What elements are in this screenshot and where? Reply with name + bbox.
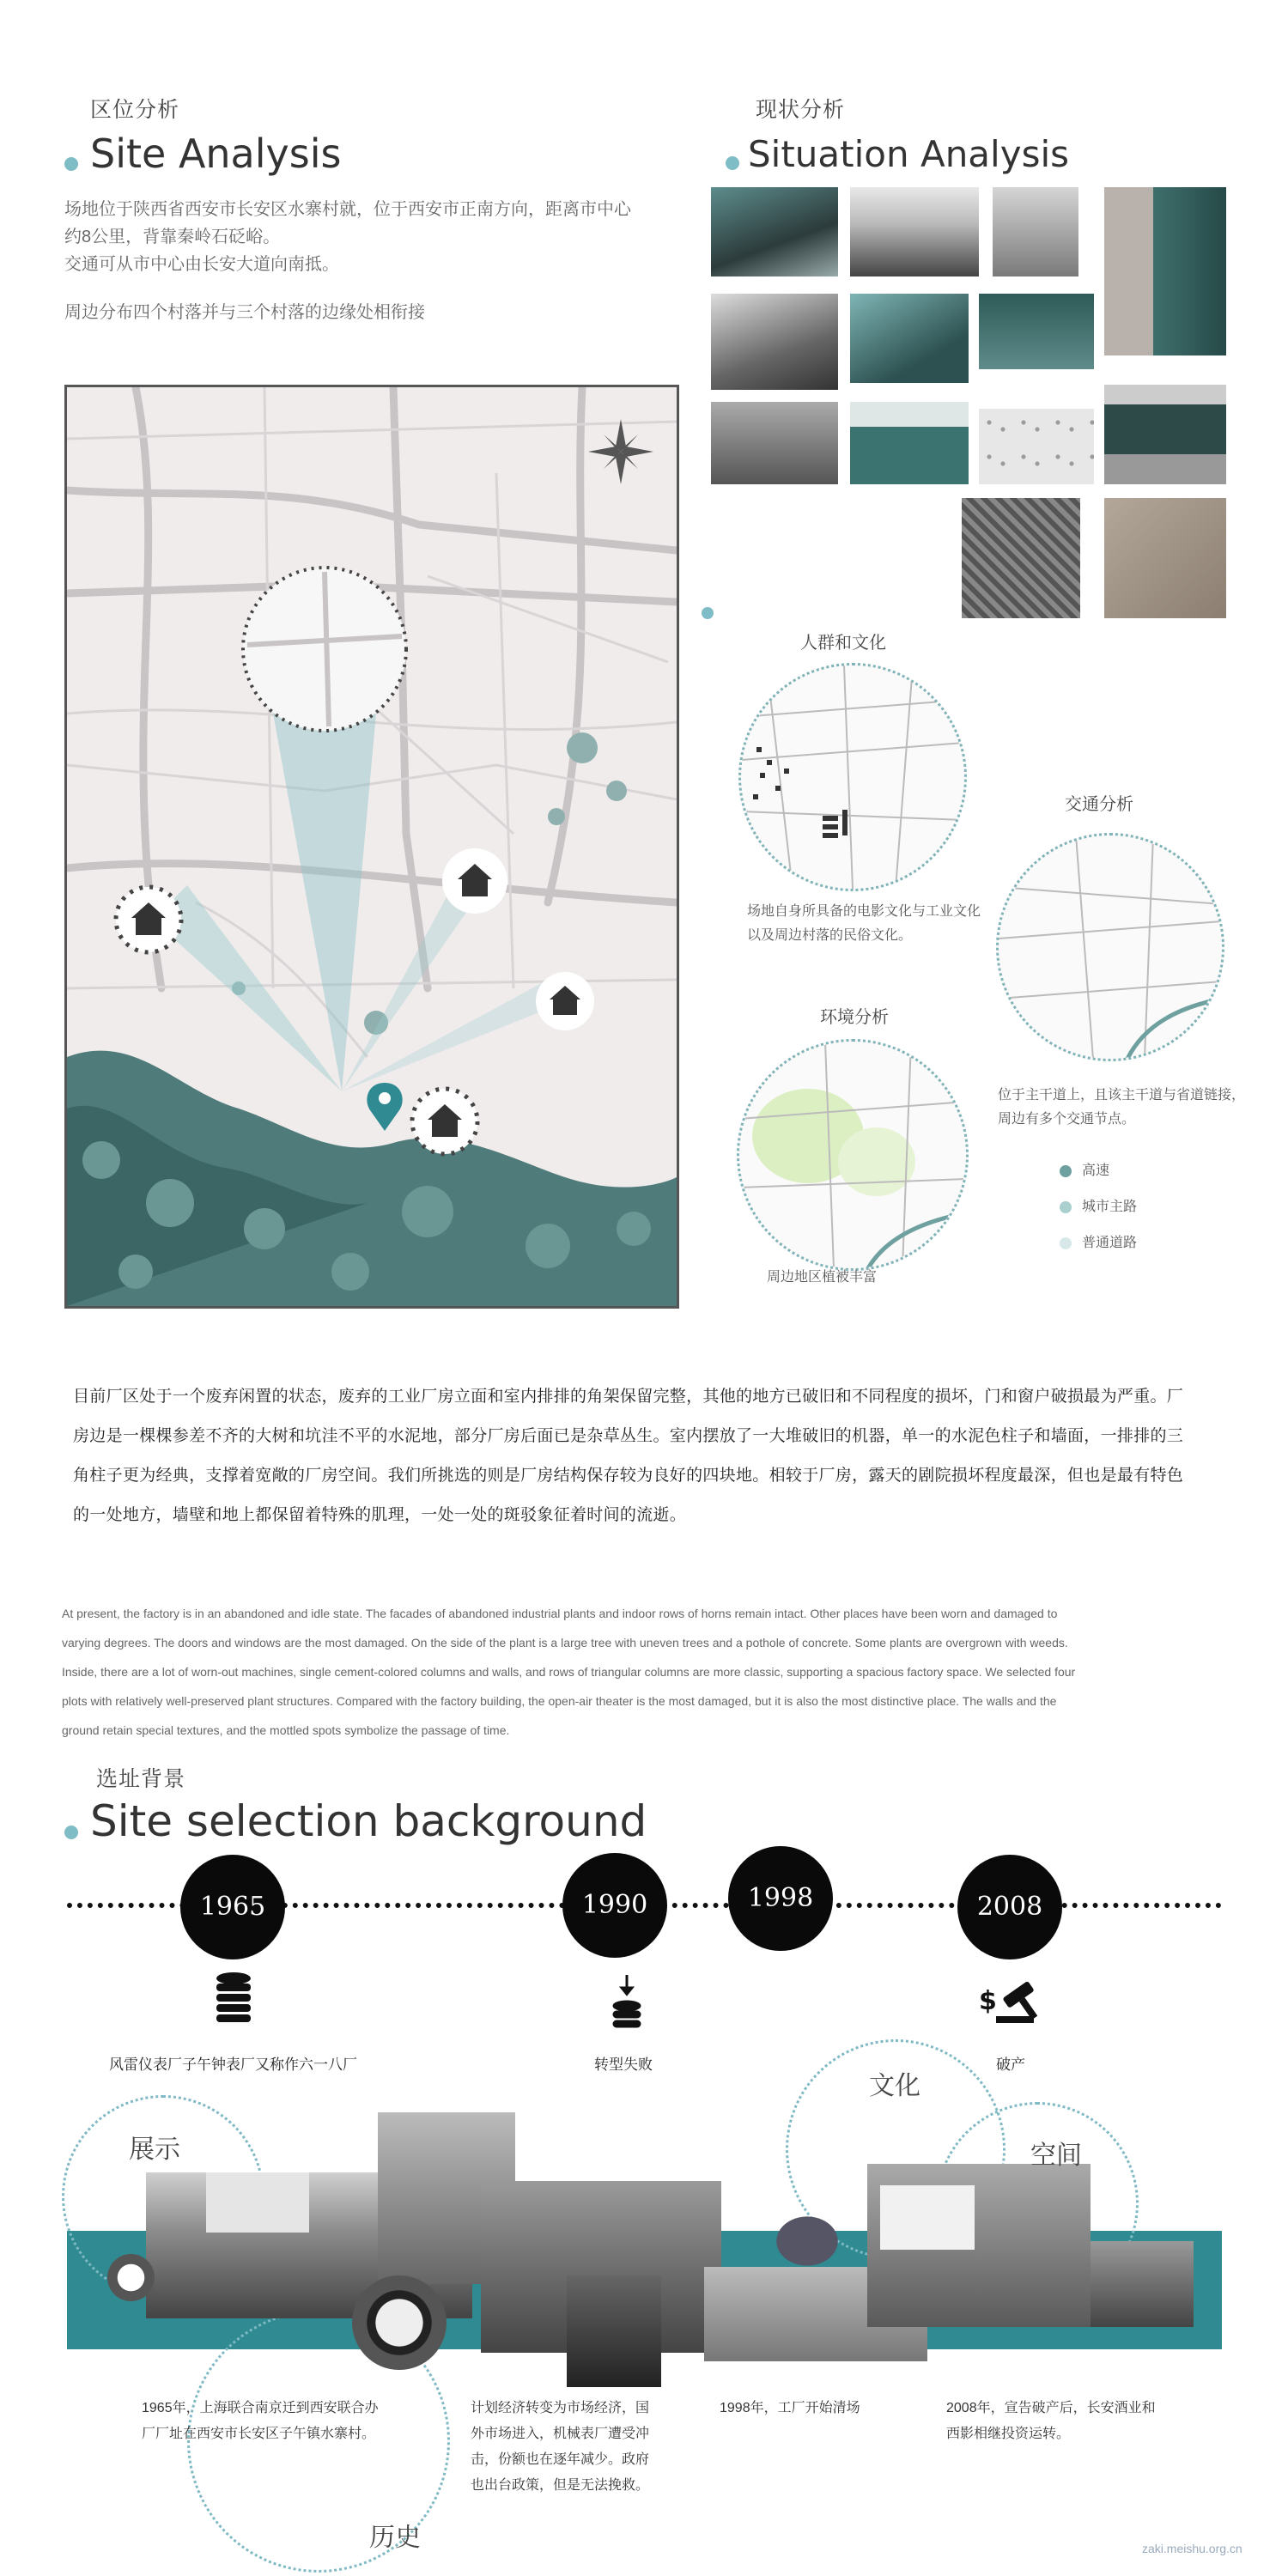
bottom-caption-1990 xyxy=(471,2396,649,2499)
legend-item-normal-road xyxy=(1060,1231,1137,1255)
label-space: 空间 xyxy=(1030,2142,1082,2170)
collage-factory-roof xyxy=(206,2172,309,2233)
photo-bare-tree xyxy=(850,187,979,276)
situation-en-title: Situation Analysis xyxy=(748,133,1070,175)
body-cn-line: 房边是一棵棵参差不齐的大树和坑洼不平的水泥地，部分厂房后面已是杂草丛生。室内摆放了一大堆破旧的机器，单一的水泥色柱子和墙面，一排排的三 xyxy=(73,1427,1184,1445)
caption-line: 外市场进入，机械表厂遭受冲 xyxy=(471,2427,650,2441)
situation-title xyxy=(726,133,1069,175)
legend-label: 城市主路 xyxy=(1082,1200,1138,1214)
collage-screen xyxy=(880,2185,975,2250)
caption-line: 以及周边村落的民俗文化。 xyxy=(747,928,913,943)
svg-text:$: $ xyxy=(979,1986,997,2016)
traffic-caption xyxy=(998,1084,1245,1132)
people-culture-title: 人群和文化 xyxy=(800,634,886,653)
bullet-dot-icon xyxy=(64,1826,78,1839)
selection-cn-title: 选址背景 xyxy=(96,1767,186,1791)
collage-trees xyxy=(764,2207,850,2275)
coin-down-icon xyxy=(610,1975,644,2030)
body-en-line: plots with relatively well-preserved plant structures. Compared with the factory building, the open-air theater is the most damaged, but it is also the most distinctive place. The walls and the xyxy=(62,1694,1057,1708)
body-cn-line: 的一处地方，墙壁和地上都保留着特殊的肌理，一处一处的斑驳象征着时间的流逝。 xyxy=(73,1506,687,1524)
label-culture: 文化 xyxy=(869,2072,920,2100)
body-en-line: At present, the factory is in an abandoned and idle state. The facades of abandoned industrial plants and indoor rows of horns remain intact. Other places have been worn and damaged to xyxy=(62,1607,1058,1620)
road-legend xyxy=(1060,1159,1137,1255)
caption-line: 1965年，上海联合南京迁到西安联合办 xyxy=(142,2401,379,2415)
year-1990: 1990 xyxy=(562,1853,667,1958)
photo-ground-texture xyxy=(1104,498,1226,618)
legend-item-city-road xyxy=(1060,1195,1137,1219)
label-history: 历史 xyxy=(369,2524,421,2552)
site-description xyxy=(64,196,683,326)
caption-2008: 破产 xyxy=(996,2057,1025,2073)
caption-line: 击，份额也在逐年减少。政府 xyxy=(471,2452,650,2467)
site-title xyxy=(64,131,341,177)
caption-line: 厂厂址在西安市长安区子午镇水寨村。 xyxy=(142,2427,376,2441)
environment-title: 环境分析 xyxy=(820,1008,889,1027)
traffic-title: 交通分析 xyxy=(1065,795,1133,814)
collage-projector xyxy=(567,2275,661,2387)
environment-map xyxy=(737,1039,969,1271)
photo-window-grid xyxy=(1104,385,1226,484)
year-1998: 1998 xyxy=(728,1846,833,1951)
photo-building xyxy=(711,294,838,390)
legend-label: 普通道路 xyxy=(1082,1236,1138,1250)
site-desc-line: 场地位于陕西省西安市长安区水寨村就，位于西安市正南方向，距离市中心 xyxy=(64,200,631,219)
environment-caption: 周边地区植被丰富 xyxy=(767,1270,878,1285)
collage-people xyxy=(1091,2241,1194,2327)
site-desc-line: 约8公里，背靠秦岭石砭峪。 xyxy=(64,228,281,246)
legend-label: 高速 xyxy=(1082,1163,1110,1178)
collage-gauge xyxy=(352,2275,447,2370)
body-text-chinese xyxy=(73,1377,1241,1535)
bullet-dot-icon xyxy=(64,157,78,171)
legend-dot-icon xyxy=(1060,1237,1072,1249)
caption-1965: 风雷仪表厂子午钟表厂又称作六一八厂 xyxy=(109,2057,357,2073)
bottom-caption-1965 xyxy=(142,2396,379,2447)
body-en-line: ground retain special textures, and the mottled spots symbolize the passage of time. xyxy=(62,1723,510,1737)
legend-item-highway xyxy=(1060,1159,1137,1183)
selection-en-title: Site selection background xyxy=(90,1796,647,1846)
body-en-line: Inside, there are a lot of worn-out machines, single cement-colored columns and walls, and rows of triangular columns are more classic, supporting a spacious factory space. We selected four xyxy=(62,1665,1076,1679)
label-display: 展示 xyxy=(129,2136,180,2164)
people-culture-map xyxy=(738,663,967,891)
site-desc-line: 周边分布四个村落并与三个村落的边缘处相衔接 xyxy=(64,303,425,322)
photo-wall-texture xyxy=(979,409,1094,484)
site-desc-line: 交通可从市中心由长安大道向南抵。 xyxy=(64,255,339,274)
photo-green-door xyxy=(1104,187,1226,355)
body-text-english xyxy=(62,1599,1230,1745)
photo-factory-roof xyxy=(711,187,838,276)
body-en-line: varying degrees. The doors and windows are the most damaged. On the side of the plant is a large tree with uneven trees and a pothole of concrete. Some plants are overgrown with weeds. xyxy=(62,1636,1068,1649)
selection-title xyxy=(64,1796,647,1846)
caption-line: 2008年，宣告破产后，长安酒业和 xyxy=(946,2401,1156,2415)
photo-mesh-texture xyxy=(962,498,1080,618)
year-1965: 1965 xyxy=(180,1855,285,1959)
photo-doorway xyxy=(993,187,1078,276)
legend-dot-icon xyxy=(1060,1201,1072,1213)
bottom-caption-1998: 1998年，工厂开始清场 xyxy=(720,2401,860,2415)
site-map-drawing xyxy=(67,387,677,1306)
caption-line: 周边有多个交通节点。 xyxy=(998,1112,1136,1127)
caption-line: 场地自身所具备的电影文化与工业文化 xyxy=(747,904,981,919)
year-2008: 2008 xyxy=(957,1855,1062,1959)
photo-teal-building xyxy=(850,402,969,484)
legend-dot-icon xyxy=(1060,1165,1072,1177)
site-en-title: Site Analysis xyxy=(90,131,342,177)
site-map xyxy=(64,385,679,1309)
site-cn-title: 区位分析 xyxy=(90,98,180,122)
caption-line: 西影相继投资运转。 xyxy=(946,2427,1071,2441)
people-culture-caption xyxy=(747,900,981,948)
traffic-map xyxy=(996,833,1224,1061)
bullet-dot-icon xyxy=(702,607,714,619)
caption-line: 位于主干道上，且该主干道与省道链接， xyxy=(998,1088,1246,1103)
traffic-drawing xyxy=(999,835,1222,1059)
body-cn-line: 角柱子更为经典，支撑着宽敞的厂房空间。我们所挑选的则是厂房结构保存较为良好的四块地。相较于厂房，露天的剧院损坏程度最深，但也是最有特色 xyxy=(73,1467,1184,1485)
collage-small-gauge xyxy=(107,2254,155,2301)
people-culture-drawing xyxy=(741,665,964,889)
coin-stack-icon xyxy=(215,1971,252,2026)
body-cn-line: 目前厂区处于一个废弃闲置的状态，废弃的工业厂房立面和室内排排的角架保留完整，其他的地方已破旧和不同程度的损坏，门和窗户破损最为严重。厂 xyxy=(73,1388,1184,1406)
environment-drawing xyxy=(739,1042,966,1268)
photo-teal-window xyxy=(979,294,1094,369)
gavel-dollar-icon xyxy=(979,1975,1048,2026)
caption-line: 也出台政策，但是无法挽救。 xyxy=(471,2478,650,2493)
photo-teal-roof xyxy=(850,294,969,383)
watermark: zaki.meishu.org.cn xyxy=(1142,2542,1242,2555)
photo-dormitory xyxy=(711,402,838,484)
bottom-caption-2008 xyxy=(946,2396,1156,2447)
bullet-dot-icon xyxy=(726,156,739,170)
situation-cn-title: 现状分析 xyxy=(756,98,846,122)
caption-1990: 转型失败 xyxy=(594,2057,653,2073)
caption-line: 计划经济转变为市场经济，国 xyxy=(471,2401,650,2415)
